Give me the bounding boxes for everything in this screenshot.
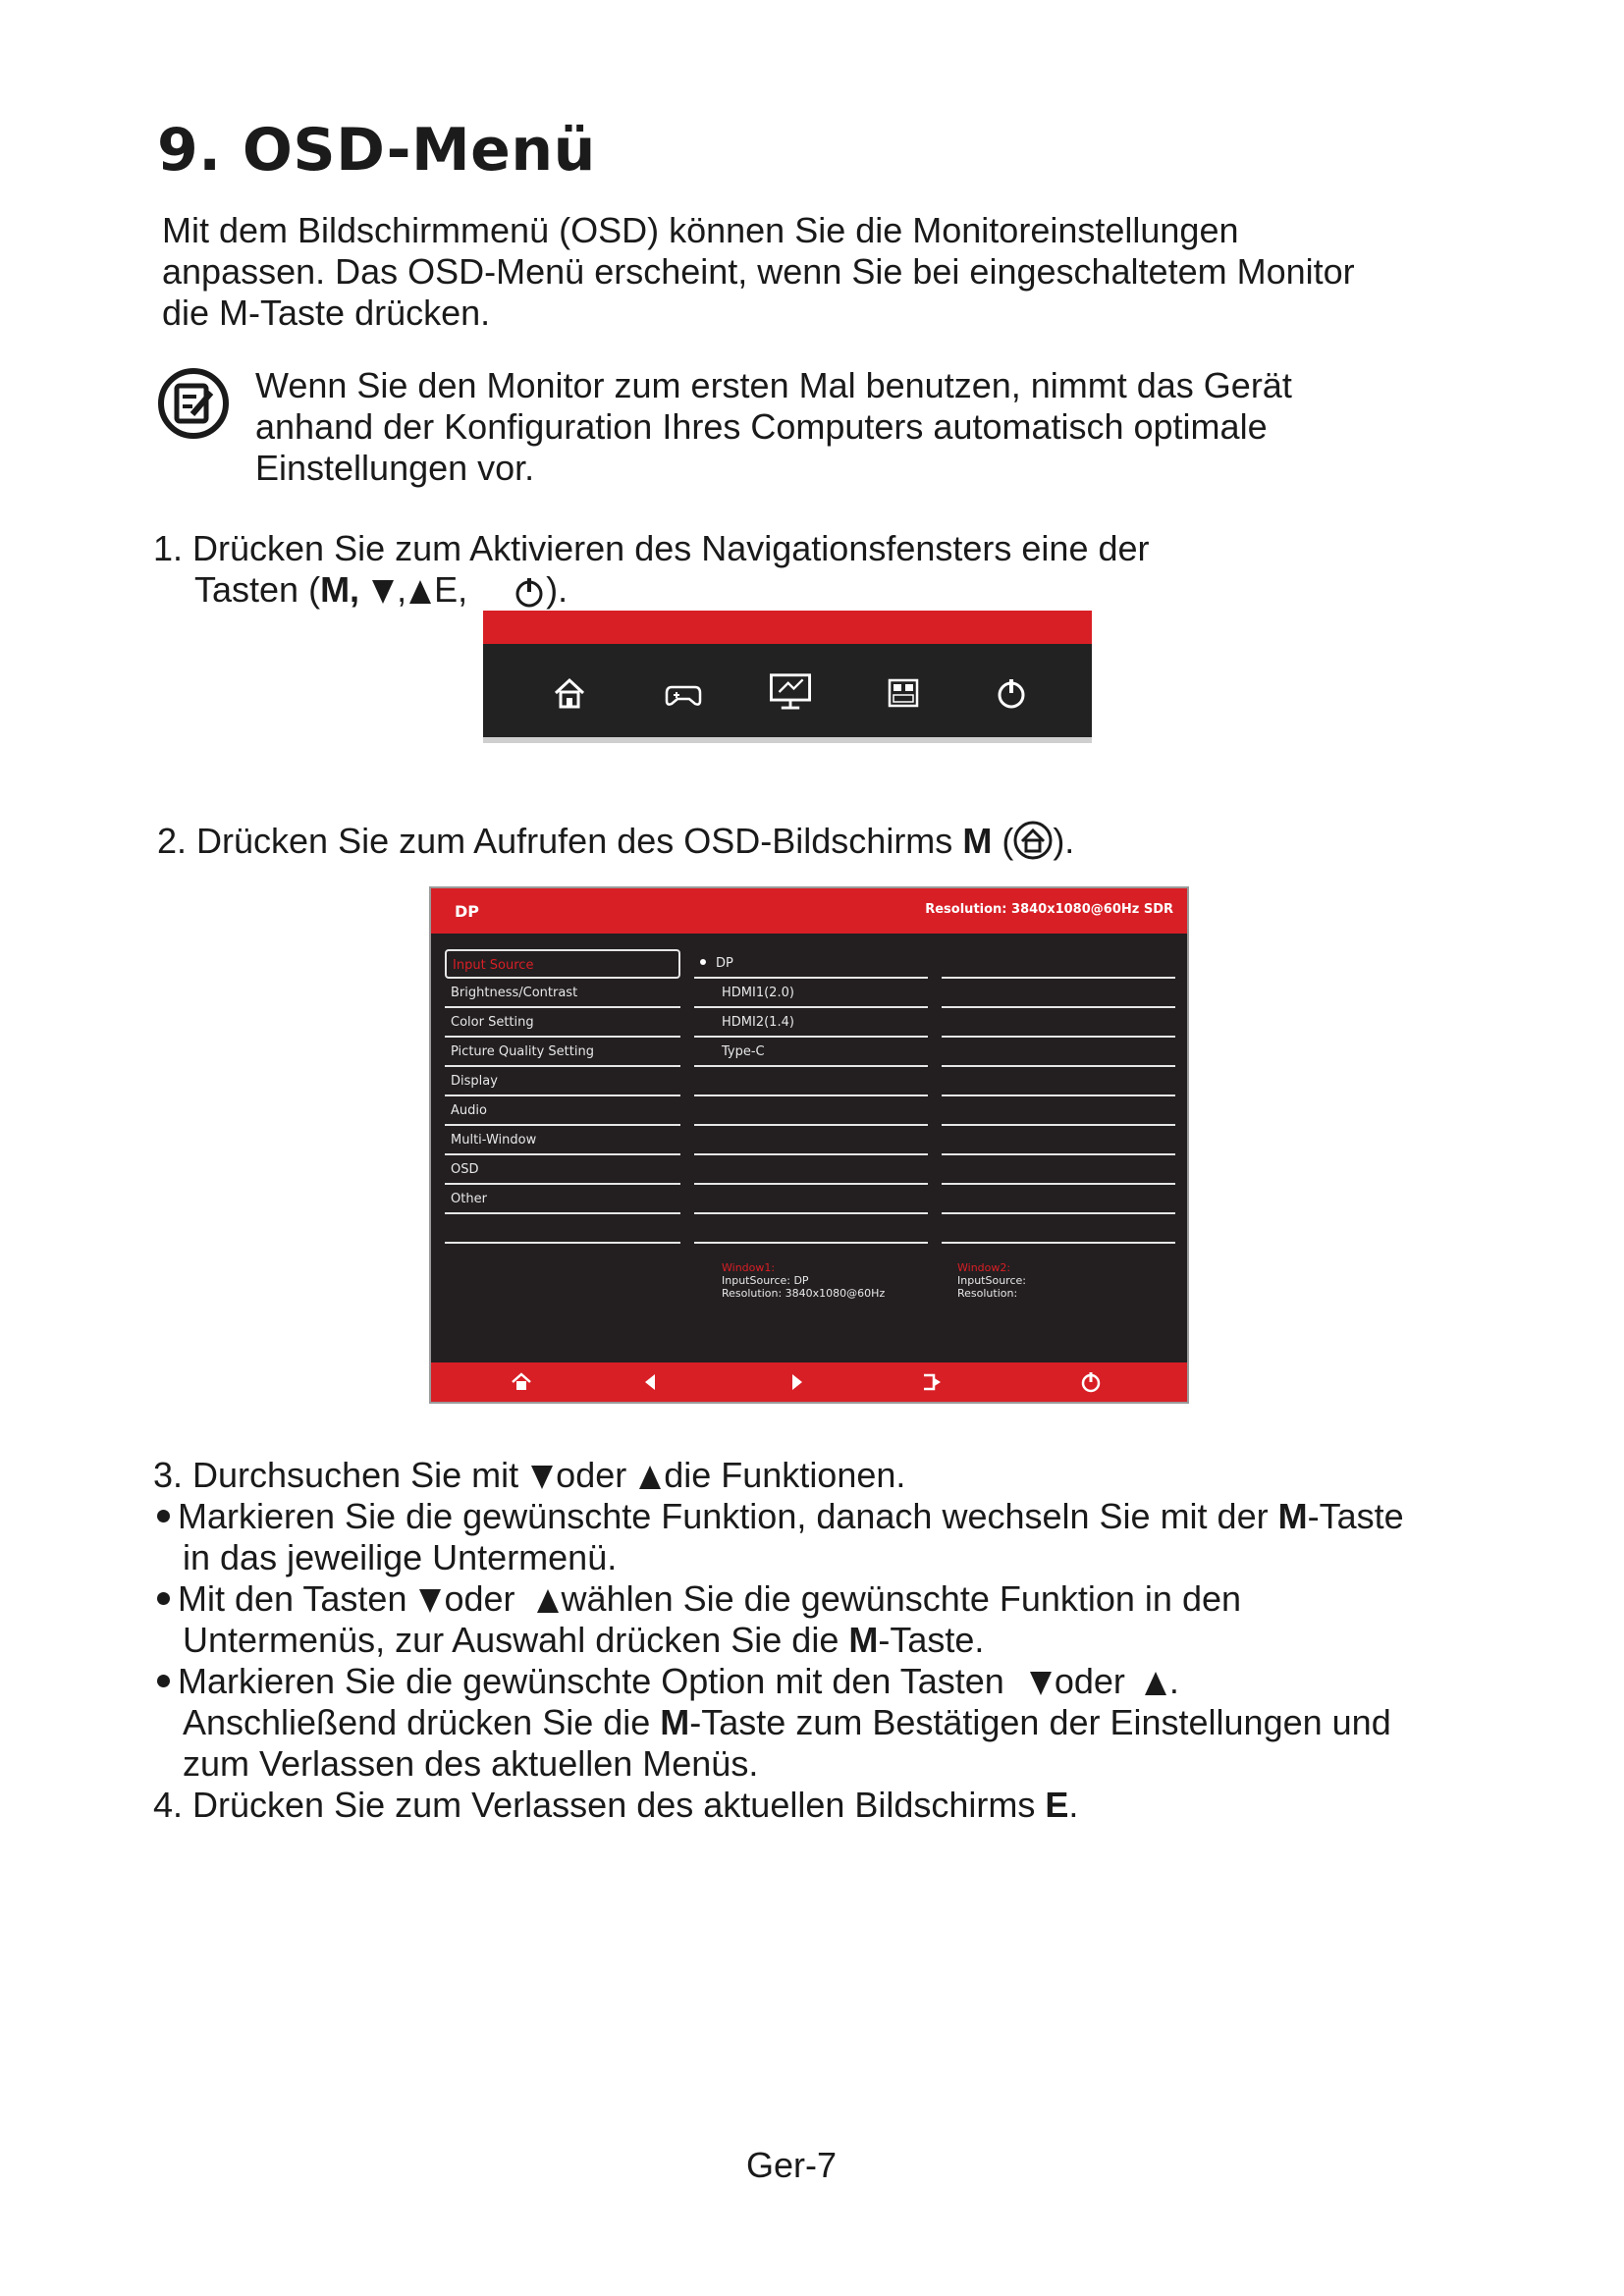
submenu-item-empty	[694, 1155, 928, 1185]
step-4-end: .	[1068, 1785, 1079, 1825]
bullet-1	[157, 1496, 1404, 1537]
down-arrow-icon	[1030, 1672, 1052, 1695]
bullet-text: Mit den Tasten	[178, 1578, 417, 1619]
right-arrow-icon[interactable]	[785, 1370, 808, 1394]
step-3-text: oder	[556, 1455, 637, 1495]
down-arrow-icon	[372, 580, 394, 604]
osd-header	[431, 888, 1187, 934]
power-icon[interactable]	[1079, 1370, 1103, 1394]
submenu-item-type-c[interactable]: Type-C	[694, 1038, 928, 1067]
bullet-icon	[157, 1675, 170, 1687]
step-2-text: 2. Drücken Sie zum Aufrufen des OSD-Bildschirms	[157, 821, 963, 861]
up-arrow-icon	[409, 580, 431, 604]
bullet-text: -Taste	[1307, 1496, 1404, 1536]
bullet-1-cont: in das jeweilige Untermenü.	[183, 1537, 618, 1577]
bullet-2	[157, 1578, 1404, 1620]
option-item-empty	[942, 1185, 1175, 1214]
option-item-empty	[942, 1038, 1175, 1067]
step-2-open: (	[992, 821, 1014, 861]
window2-input: InputSource:	[957, 1274, 1026, 1287]
bullet-text: wählen Sie die gewünschte Funktion in den	[561, 1578, 1242, 1619]
bullet-icon	[157, 1592, 170, 1605]
submenu-item-empty	[694, 1096, 928, 1126]
multiwindow-icon[interactable]	[884, 673, 923, 713]
selected-dot-icon	[700, 959, 706, 965]
bullet-3-cont: zum Verlassen des aktuellen Menüs.	[183, 1743, 759, 1784]
menu-item-brightness-contrast[interactable]: Brightness/Contrast	[445, 979, 680, 1008]
intro-line: anpassen. Das OSD-Menü erscheint, wenn Sie bei eingeschaltetem Monitor	[162, 251, 1355, 292]
up-arrow-icon	[639, 1466, 661, 1489]
step-1	[153, 528, 1150, 611]
intro-paragraph	[162, 210, 1355, 334]
submenu-item-hdmi1[interactable]: HDMI1(2.0)	[694, 979, 928, 1008]
menu-item-empty	[445, 1214, 680, 1244]
down-arrow-icon	[531, 1466, 553, 1489]
bullet-icon	[157, 1510, 170, 1522]
step-1-keys	[153, 569, 1150, 611]
osd-main-menu	[445, 949, 680, 1244]
step-3	[153, 1455, 1404, 1826]
key-m: M	[962, 821, 993, 861]
bullet-text: oder	[444, 1578, 525, 1619]
submenu-item-label: DP	[716, 956, 733, 971]
submenu-item-empty	[694, 1126, 928, 1155]
menu-item-osd[interactable]: OSD	[445, 1155, 680, 1185]
bullet-3-cont	[153, 1702, 1404, 1743]
key-m: M,	[320, 569, 360, 610]
note-edit-icon	[157, 367, 230, 440]
window2-resolution: Resolution:	[957, 1287, 1018, 1300]
window1-input: InputSource: DP	[722, 1274, 809, 1287]
keys-separator: ,	[397, 569, 407, 610]
menu-item-color-setting[interactable]: Color Setting	[445, 1008, 680, 1038]
step-1-line: 1. Drücken Sie zum Aktivieren des Navigationsfensters eine der	[153, 528, 1150, 568]
left-arrow-icon[interactable]	[639, 1370, 663, 1394]
note-line: Wenn Sie den Monitor zum ersten Mal benutzen, nimmt das Gerät	[255, 365, 1292, 405]
bullet-3	[157, 1661, 1404, 1702]
bullet-text: Markieren Sie die gewünschte Funktion, danach wechseln Sie mit der	[178, 1496, 1278, 1536]
key-e: E,	[434, 569, 468, 610]
bullet-text: .	[1168, 1661, 1179, 1701]
up-arrow-icon	[1145, 1672, 1166, 1695]
key-m: M	[1277, 1496, 1308, 1536]
submenu-item-dp[interactable]	[694, 949, 928, 979]
step-4-text: 4. Drücken Sie zum Verlassen des aktuellen Bildschirms	[153, 1785, 1046, 1825]
gamepad-icon[interactable]	[664, 673, 703, 713]
step-4	[153, 1785, 1404, 1826]
submenu-item-empty	[694, 1067, 928, 1096]
bullet-text: Untermenüs, zur Auswahl drücken Sie die	[183, 1620, 849, 1660]
bullet-text: -Taste.	[878, 1620, 985, 1660]
osd-option-column	[942, 949, 1175, 1244]
exit-icon[interactable]	[920, 1370, 944, 1394]
menu-item-other[interactable]: Other	[445, 1185, 680, 1214]
window1-title: Window1:	[722, 1261, 776, 1274]
note-line: Einstellungen vor.	[255, 448, 535, 488]
key-m: M	[660, 1702, 690, 1742]
navigation-window	[483, 611, 1092, 743]
window1-resolution: Resolution: 3840x1080@60Hz	[722, 1287, 886, 1300]
down-arrow-icon	[419, 1589, 441, 1613]
option-item-empty	[942, 1008, 1175, 1038]
submenu-item-empty	[694, 1185, 928, 1214]
intro-line: die M-Taste drücken.	[162, 293, 491, 333]
osd-footer	[431, 1362, 1187, 1402]
osd-submenu	[694, 949, 928, 1244]
menu-item-multi-window[interactable]: Multi-Window	[445, 1126, 680, 1155]
keys-prefix: Tasten (	[194, 569, 321, 610]
menu-item-input-source[interactable]: Input Source	[445, 949, 680, 979]
home-icon	[1013, 821, 1053, 860]
bullet-text: Anschließend drücken Sie die	[183, 1702, 661, 1742]
submenu-item-hdmi2[interactable]: HDMI2(1.4)	[694, 1008, 928, 1038]
option-item-empty	[942, 979, 1175, 1008]
window1-info	[722, 1261, 885, 1300]
step-3-line	[153, 1455, 1404, 1496]
bullet-text: -Taste zum Bestätigen der Einstellungen und	[689, 1702, 1391, 1742]
submenu-item-empty	[694, 1214, 928, 1244]
step-3-text: 3. Durchsuchen Sie mit	[153, 1455, 529, 1495]
note-line: anhand der Konfiguration Ihres Computers automatisch optimale	[255, 406, 1268, 447]
step-3-text: die Funktionen.	[664, 1455, 906, 1495]
power-icon	[513, 575, 546, 609]
step-2-close: ).	[1053, 821, 1075, 861]
osd-resolution: Resolution: 3840x1080@60Hz SDR	[925, 902, 1173, 917]
bullet-text: Markieren Sie die gewünschte Option mit den Tasten	[178, 1661, 1014, 1701]
monitor-icon[interactable]	[768, 669, 813, 715]
menu-item-audio[interactable]: Audio	[445, 1096, 680, 1126]
menu-item-display[interactable]: Display	[445, 1067, 680, 1096]
key-m: M	[848, 1620, 879, 1660]
up-arrow-icon	[537, 1589, 559, 1613]
step-2	[157, 821, 1074, 862]
step-2-line	[157, 821, 1074, 862]
note-paragraph	[255, 365, 1292, 489]
home-icon[interactable]	[550, 673, 589, 713]
bullet-text: oder	[1054, 1661, 1135, 1701]
option-item-empty	[942, 1214, 1175, 1244]
window2-title: Window2:	[957, 1261, 1011, 1274]
power-icon[interactable]	[992, 673, 1031, 713]
option-item-empty	[942, 1067, 1175, 1096]
intro-line: Mit dem Bildschirmmenü (OSD) können Sie die Monitoreinstellungen	[162, 210, 1239, 250]
option-item-empty	[942, 949, 1175, 979]
keys-suffix: ).	[546, 569, 568, 610]
option-item-empty	[942, 1155, 1175, 1185]
home-icon[interactable]	[510, 1370, 533, 1394]
option-item-empty	[942, 1096, 1175, 1126]
option-item-empty	[942, 1126, 1175, 1155]
window2-info	[957, 1261, 1026, 1300]
key-e: E	[1045, 1785, 1069, 1825]
page-number: Ger-7	[746, 2145, 838, 2185]
osd-screen	[429, 886, 1189, 1404]
osd-input-source: DP	[455, 902, 480, 921]
page-title: 9. OSD-Menü	[157, 116, 596, 185]
navigation-header	[483, 611, 1092, 644]
menu-item-picture-quality[interactable]: Picture Quality Setting	[445, 1038, 680, 1067]
bullet-2-cont	[153, 1620, 1404, 1661]
navigation-footer	[483, 737, 1092, 743]
